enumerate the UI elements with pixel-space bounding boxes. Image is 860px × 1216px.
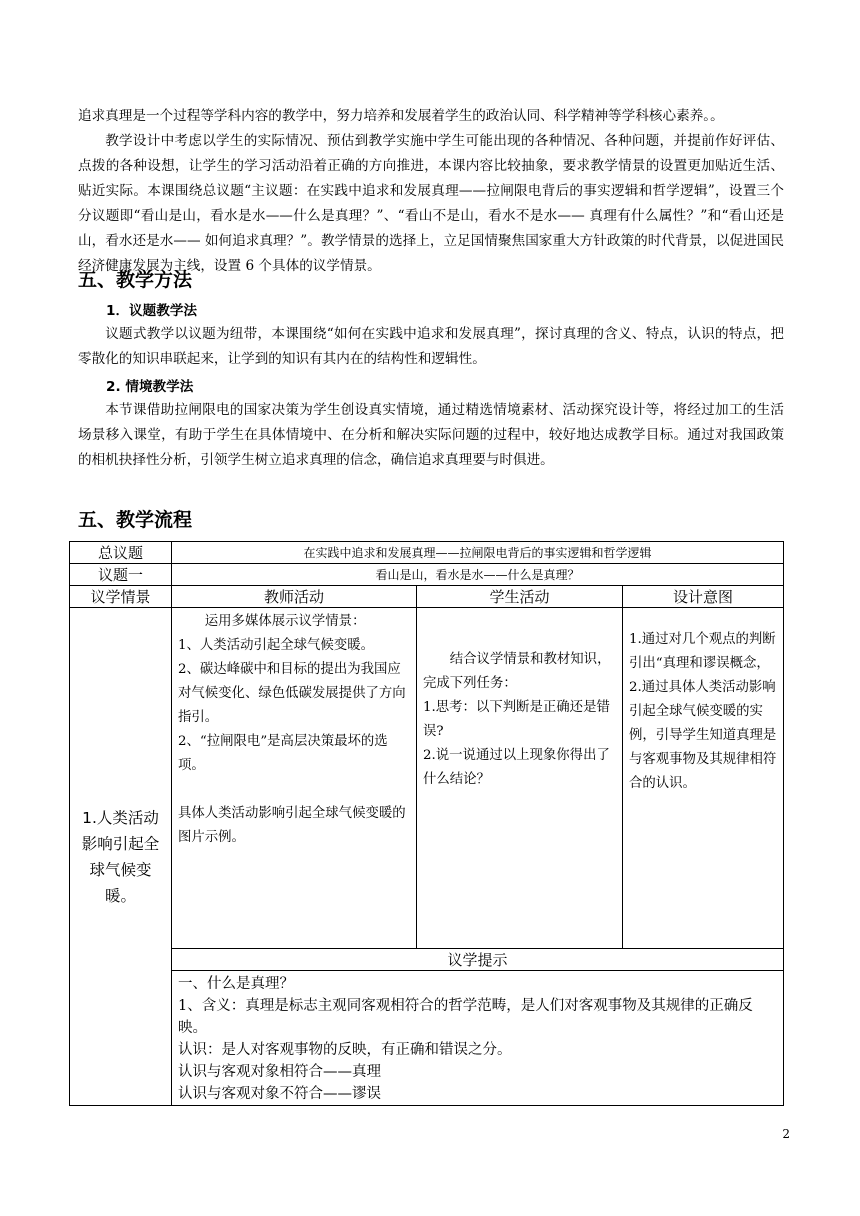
tips-line: 认识与客观对象相符合——真理 — [178, 1064, 381, 1080]
student-line: 1.思考：以下判断是正确还是错误? — [423, 700, 610, 739]
page-number: 2 — [782, 1127, 790, 1141]
method1-text: 议题式教学以议题为纽带，本课围绕“如何在实践中追求和发展真理”，探讨真理的含义、特点，认识的特点，把零散化的知识串联起来，让学到的知识有其内在的结构性和逻辑性。 — [78, 326, 784, 367]
tips-header: 议学提示 — [172, 949, 784, 971]
tips-line: 认识与客观对象不符合——谬误 — [178, 1086, 381, 1102]
teacher-spacer — [178, 778, 410, 802]
main-topic: 在实践中追求和发展真理——拉闸限电背后的事实逻辑和哲学逻辑 — [172, 542, 784, 564]
intent-line: 1.通过对几个观点的判断引出“真理和谬误概念， — [629, 632, 776, 671]
col-header-student: 学生活动 — [417, 586, 623, 608]
method2-title: 2. 情境教学法 — [106, 379, 194, 395]
intent-line: 2.通过具体人类活动影响引起全球气候变暖的实例，引导学生知道真理是与客观事物及其规律相符合的认识。 — [629, 680, 777, 791]
topic1: 看山是山，看水是水——什么是真理？ — [172, 564, 784, 586]
teacher-line: 1、人类活动引起全球气候变暖。 — [178, 638, 374, 653]
teacher-line: 运用多媒体展示议学情景： — [178, 614, 366, 629]
topic1-label: 议题一 — [70, 564, 172, 586]
col-header-intent: 设计意图 — [623, 586, 784, 608]
teacher-line: 2、“拉闸限电”是高层决策最坏的选项。 — [178, 734, 388, 773]
teaching-flow-table — [69, 541, 784, 1106]
intro-line: 追求真理是一个过程等学科内容的教学中，努力培养和发展着学生的政治认同、科学精神等学科核心素养。。 — [78, 108, 724, 124]
situation-cell: 1.人类活动影响引起全球气候变暖。 — [70, 608, 172, 1106]
teacher-activity-cell — [172, 608, 417, 949]
student-line: 2.说一说通过以上现象你得出了什么结论？ — [423, 748, 610, 787]
tips-line: 认识：是人对客观事物的反映，有正确和错误之分。 — [178, 1042, 512, 1058]
section-title-methods: 五、教学方法 — [78, 269, 193, 291]
teacher-line: 具体人类活动影响引起全球气候变暖的图片示例。 — [178, 806, 406, 845]
teacher-line: 2、碳达峰碳中和目标的提出为我国应对气候变化、绿色低碳发展提供了方向指引。 — [178, 662, 406, 725]
tips-cell — [172, 971, 784, 1106]
method2-text: 本节课借助拉闸限电的国家决策为学生创设真实情境，通过精选情境素材、活动探究设计等，将经过加工的生活场景移入课堂，有助于学生在具体情境中、在分析和解决实际问题的过程中，较好地达成教学目标。通过对我国政策的相机抉择性分析，引领学生树立追求真理的信念，确信追求真理要与时俱进。 — [78, 402, 784, 468]
student-activity-cell — [417, 608, 623, 949]
main-topic-label: 总议题 — [70, 542, 172, 564]
method1-title: 1．议题教学法 — [106, 303, 198, 319]
student-line: 结合议学情景和教材知识，完成下列任务： — [423, 652, 611, 691]
section-title-flow: 五、教学流程 — [78, 509, 193, 531]
design-intent-cell — [623, 608, 784, 949]
design-paragraph: 教学设计中考虑以学生的实际情况、预估到教学实施中学生可能出现的各种情况、各种问题，并提前作好评估、点拨的各种设想，让学生的学习活动沿着正确的方向推进，本课内容比较抽象，要求教学情景的设置更加贴近生活、贴近实际。本课围绕总议题“主议题：在实践中追求和发展真理——拉闸限电背后的事实逻辑和哲学逻辑”，设置三个分议题即“看山是山，看水是水——什么是真理？”、“看山不是山，看水不是水—— 真理有什么属性？”和“看山还是山，看水还是水—— 如何追求真理？”。教学情景的选择上，立足国情聚焦国家重大方针政策的时代背景，以促进国民经济健康发展为主线，设置 6 个具体的议学情景。 — [78, 133, 784, 274]
col-header-situation: 议学情景 — [70, 586, 172, 608]
col-header-teacher: 教师活动 — [172, 586, 417, 608]
tips-line: 一、什么是真理？ — [178, 976, 294, 992]
tips-line: 1、含义：真理是标志主观同客观相符合的哲学范畴，是人们对客观事物及其规律的正确反映。 — [178, 998, 753, 1036]
